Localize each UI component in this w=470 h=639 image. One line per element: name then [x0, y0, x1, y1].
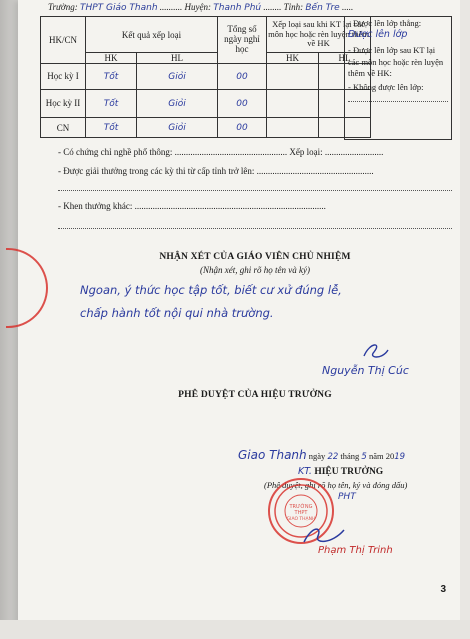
teacher-signature	[360, 340, 390, 362]
promotion-none-label: - Không được lên lớp:	[348, 81, 424, 92]
table-row	[41, 90, 371, 118]
teacher-section-title: NHẬN XÉT CỦA GIÁO VIÊN CHỦ NHIỆM	[159, 252, 351, 262]
days-value: 00	[218, 118, 267, 138]
principal-role	[298, 466, 383, 477]
col-result: Kết quả xếp loại	[86, 17, 218, 53]
svg-text:GIAO THẠNH: GIAO THẠNH	[286, 517, 316, 522]
school-value: THPT Giáo Thanh	[79, 3, 158, 13]
school-header: Trường: THPT Giáo Thanh .......... Huyện: Thanh Phú ........ Tỉnh: Bến Tre .....	[48, 2, 354, 13]
hk-value: Tốt	[86, 118, 137, 138]
teacher-name: Nguyễn Thị Cúc	[322, 364, 409, 377]
table-row	[41, 118, 371, 138]
province-value: Bến Tre	[305, 3, 340, 13]
hk-value: Tốt	[86, 90, 137, 118]
term-label: Học kỳ II	[41, 90, 86, 118]
approval-place: Giao Thanh	[238, 448, 307, 462]
svg-text:TRƯỜNG: TRƯỜNG	[289, 504, 313, 510]
approval-date	[238, 448, 405, 462]
page-number: 3	[440, 584, 446, 595]
vice-principal-label: PHT	[338, 492, 356, 502]
day-label: ngày	[308, 451, 326, 461]
table-row	[41, 64, 371, 90]
role-prefix: KT.	[298, 466, 312, 477]
commendation-label: - Khen thưởng khác:	[58, 201, 133, 211]
promotion-direct-label: - Được lên lớp thẳng:	[348, 18, 422, 28]
commendation-line: - Khen thưởng khác: .....................................................................................	[58, 201, 326, 211]
district-value: Thanh Phú	[213, 3, 262, 13]
scan-bottom-edge	[0, 620, 470, 639]
divider	[58, 190, 452, 191]
days-value: 00	[218, 64, 267, 90]
year-value: 19	[394, 452, 406, 462]
promotion-direct-value: Được lên lớp	[348, 29, 408, 41]
hl-value: Giỏi	[137, 90, 218, 118]
principal-name: Phạm Thị Trinh	[318, 545, 393, 556]
hl-value: Giỏi	[137, 118, 218, 138]
awards-label: - Được giải thưởng trong các kỳ thi từ cấp tỉnh trở lên:	[58, 166, 255, 176]
term-label: Học kỳ I	[41, 64, 86, 90]
term-label: CN	[41, 118, 86, 138]
teacher-comment-line-2: chấp hành tốt nội qui nhà trường.	[80, 306, 274, 320]
role-title: HIỆU TRƯỞNG	[314, 467, 384, 477]
awards-line: - Được giải thưởng trong các kỳ thi từ cấp tỉnh trở lên: ....................................................	[58, 166, 374, 176]
principal-instruction: (Phê duyệt, ghi rõ họ tên, ký và đóng dấu)	[264, 480, 408, 490]
certificate-label: - Có chứng chỉ nghề phổ thông:	[58, 147, 173, 157]
teacher-comment-line-1: Ngoan, ý thức học tập tốt, biết cư xử đúng lễ,	[80, 283, 342, 297]
col-days-off: Tổng số ngày nghỉ học	[218, 17, 267, 64]
year-label: năm 20	[368, 451, 395, 461]
grades-table	[40, 16, 371, 138]
hl-value: Giỏi	[137, 64, 218, 90]
month-value: 5	[361, 452, 367, 462]
month-label: tháng	[340, 451, 360, 461]
sub-hk-1: HK	[86, 53, 137, 64]
sub-hl-2: HL	[319, 53, 371, 64]
col-hkcn: HK/CN	[41, 17, 86, 64]
page-edge	[460, 0, 470, 620]
sub-hl-1: HL	[137, 53, 218, 64]
svg-text:THPT: THPT	[294, 510, 308, 516]
certificate-rank-label: Xếp loại:	[289, 147, 323, 157]
promotion-retest-label: - Được lên lớp sau KT lại các môn học hoặc rèn luyện thêm về HK:	[348, 45, 444, 79]
hk-value: Tốt	[86, 64, 137, 90]
certificate-line: - Có chứng chỉ nghề phổ thông: .................................................. Xếp loại: ..........................	[58, 147, 384, 157]
days-value: 00	[218, 90, 267, 118]
promotion-box	[344, 16, 452, 140]
day-value: 22	[327, 452, 339, 462]
district-label: Huyện:	[184, 2, 212, 12]
col-retest: Xếp loại sau khi KT lại các môn học hoặc rèn luyện thêm về HK	[267, 17, 371, 53]
teacher-section-subtitle: (Nhận xét, ghi rõ họ tên và ký)	[200, 265, 310, 275]
divider	[58, 228, 452, 229]
sub-hk-2: HK	[267, 53, 319, 64]
principal-section-title: PHÊ DUYỆT CỦA HIỆU TRƯỞNG	[178, 390, 332, 400]
province-label: Tỉnh:	[283, 2, 304, 12]
school-label: Trường:	[48, 2, 78, 12]
